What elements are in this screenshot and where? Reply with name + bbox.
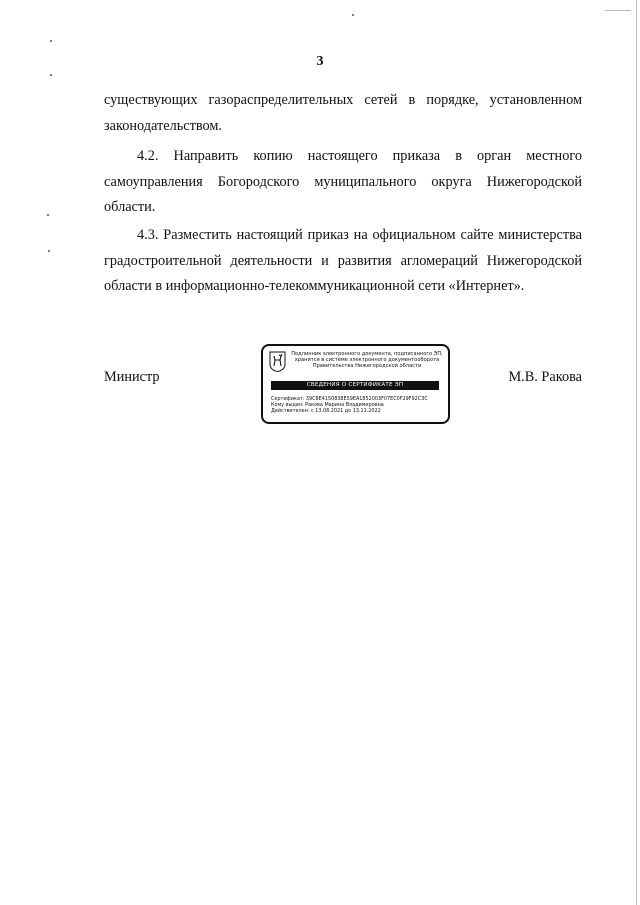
stamp-header [288,351,446,370]
paragraph-continuation: существующих газораспределительных сетей в порядке, установленном законодательством. [104,92,582,134]
paragraph-4-2: 4.2. Направить копию настоящего приказа в орган местного самоуправления Богородского муниципального округа Нижегородской области. [104,148,582,215]
scan-speck [352,14,354,16]
scan-edge-line [636,0,637,905]
scan-edge-line [605,10,631,11]
scan-speck [50,40,52,42]
page-number: 3 [316,54,324,69]
signer-position: Министр [104,369,160,385]
stamp-header-line: Подлинник электронного документа, подписанного ЭП, [291,351,443,357]
certificate-owner: Кому выдан: Ракова Марина Владимировна [271,402,384,409]
scan-speck [48,250,50,252]
deer-emblem-icon [269,351,286,372]
certificate-number: Сертификат: 39C8E4150838E59EA1852003F07EC0F29F92C3C [271,396,428,402]
stamp-header-line: Правительства Нижегородской области [312,363,422,370]
scan-speck [47,214,49,216]
signer-name: М.В. Ракова [508,369,582,385]
stamp-certificate-details [271,396,446,415]
paragraph-4-3: 4.3. Разместить настоящий приказ на официальном сайте министерства градостроительной деятельности и развития агломераций Нижегородской области в информационно-телекоммуникационной сети «Интернет». [104,227,582,294]
certificate-validity: Действителен: с 13.08.2021 до 13.11.2022 [271,408,381,415]
stamp-title: СВЕДЕНИЯ О СЕРТИФИКАТЕ ЭП [271,381,439,390]
stamp-header-line: хранится в системе электронного документооборота [294,357,440,364]
electronic-signature-stamp [261,344,450,424]
scan-speck [50,74,52,76]
